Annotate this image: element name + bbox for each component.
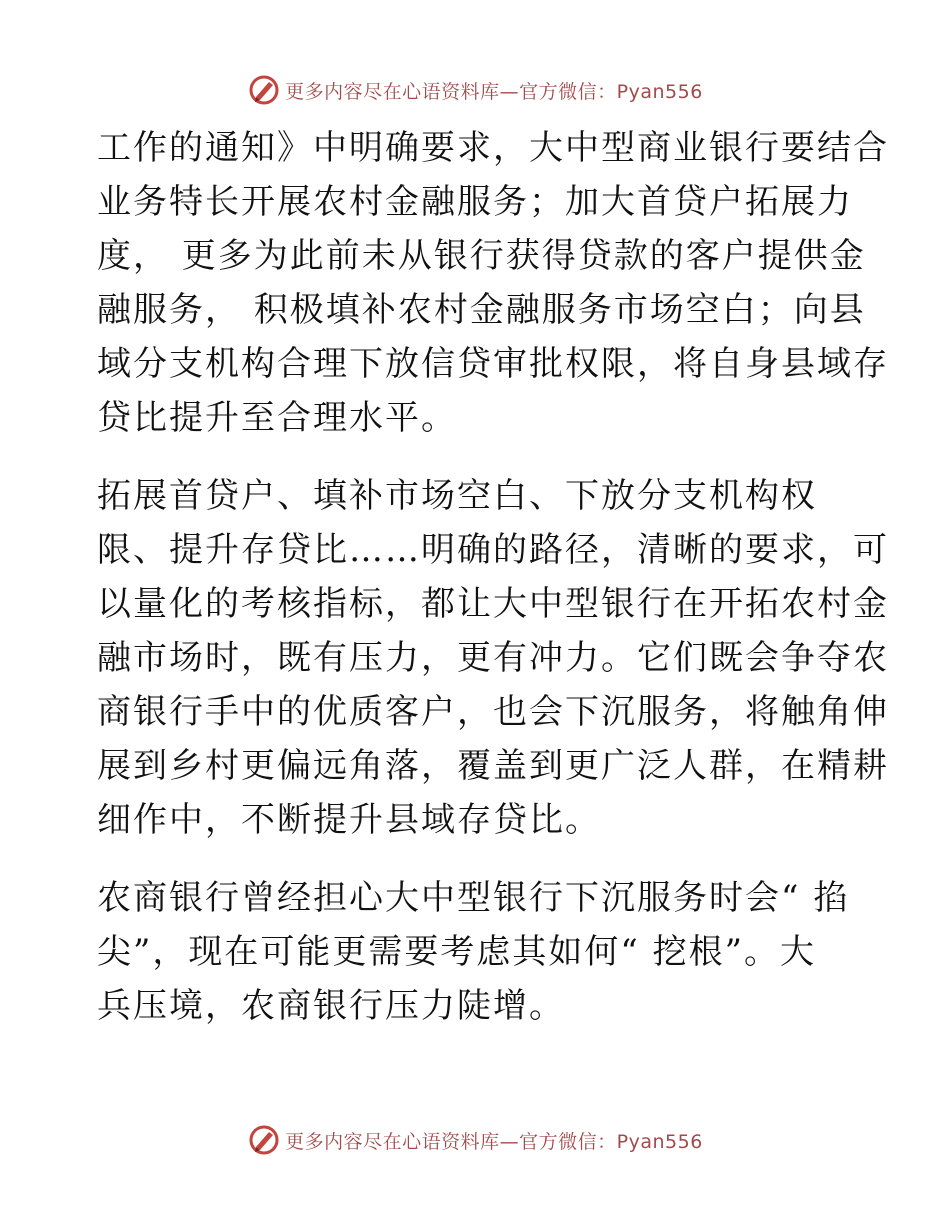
banner-text [285,1127,703,1154]
banner-wechat-id: Pyan556 [616,1130,703,1153]
text-line: 农商银行曾经担心大中型银行下沉服务时会“ 掐 [97,878,850,918]
text-line: 拓展首贷户、填补市场空白、下放分支机构权 [97,476,817,516]
text-line: 兵压境，农商银行压力陡增。 [97,986,565,1026]
text-line: 融服务， 积极填补农村金融服务市场空白；向县 [97,290,866,330]
pen-circle-logo-icon [247,1123,281,1157]
banner-main-text: 更多内容尽在心语资料库—官方微信： [285,1130,617,1153]
text-line: 限、提升存贷比……明确的路径，清晰的要求，可 [97,530,889,570]
banner-main-text: 更多内容尽在心语资料库—官方微信： [285,80,617,103]
text-line: 融市场时，既有压力，更有冲力。它们既会争夺农 [97,638,889,678]
document-body [97,121,889,1057]
text-line: 以量化的考核指标，都让大中型银行在开拓农村金 [97,584,889,624]
header-banner [0,70,950,110]
paragraph-3 [97,871,857,1033]
text-line: 贷比提升至合理水平。 [97,398,457,438]
pen-circle-logo-icon [247,73,281,107]
banner-wechat-id: Pyan556 [616,80,703,103]
paragraph-1 [97,121,889,445]
text-line: 工作的通知》中明确要求，大中型商业银行要结合 [97,128,889,168]
text-line: 商银行手中的优质客户，也会下沉服务，将触角伸 [97,692,889,732]
text-line: 展到乡村更偏远角落，覆盖到更广泛人群，在精耕 [97,746,889,786]
text-line: 度， 更多为此前未从银行获得贷款的客户提供金 [97,236,866,276]
text-line: 尖”，现在可能更需要考虑其如何“ 挖根”。大 [97,932,816,972]
text-line: 域分支机构合理下放信贷审批权限，将自身县域存 [97,344,889,384]
text-line: 业务特长开展农村金融服务；加大首贷户拓展力 [97,182,853,222]
banner-text [285,77,703,104]
paragraph-2 [97,469,889,847]
text-line: 细作中，不断提升县域存贷比。 [97,800,601,840]
footer-banner [0,1120,950,1160]
